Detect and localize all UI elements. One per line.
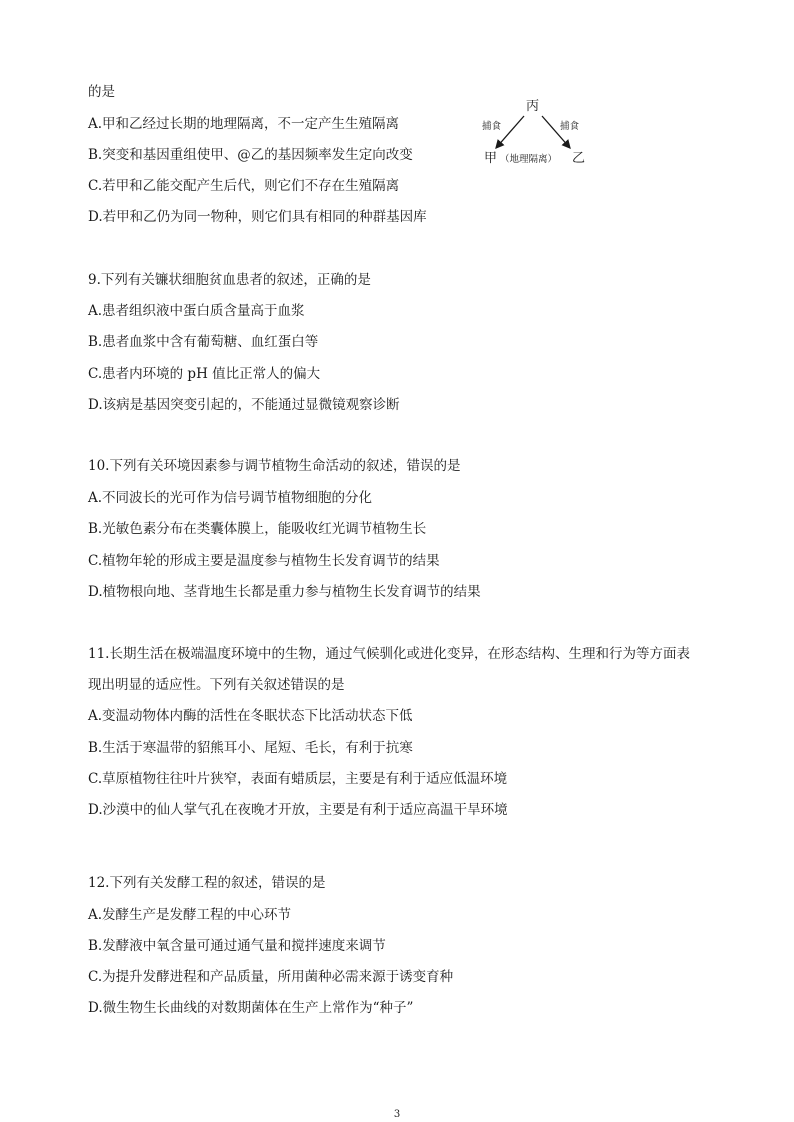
question-8-option-a: A.甲和乙经过长期的地理隔离，不一定产生生殖隔离 bbox=[88, 116, 400, 132]
question-12-stem: 12.下列有关发酵工程的叙述，错误的是 bbox=[88, 875, 326, 891]
question-10-option-d: D.植物根向地、茎背地生长都是重力参与植物生长发育调节的结果 bbox=[88, 584, 481, 600]
question-10-option-c: C.植物年轮的形成主要是温度参与植物生长发育调节的结果 bbox=[88, 553, 440, 569]
node-yi: 乙 bbox=[572, 151, 586, 166]
question-9-stem: 9.下列有关镰状细胞贫血患者的叙述，正确的是 bbox=[88, 272, 371, 288]
question-10-stem: 10.下列有关环境因素参与调节植物生命活动的叙述，错误的是 bbox=[88, 458, 461, 474]
question-11-option-c: C.草原植物往往叶片狭窄，表面有蜡质层，主要是有利于适应低温环境 bbox=[88, 771, 508, 787]
question-9-option-c: C.患者内环境的 pH 值比正常人的偏大 bbox=[88, 366, 321, 382]
question-12-option-a: A.发酵生产是发酵工程的中心环节 bbox=[88, 907, 292, 923]
right-arrow-label: 捕食 bbox=[560, 121, 580, 132]
left-arrow-label: 捕食 bbox=[482, 121, 502, 132]
question-9-option-d: D.该病是基因突变引起的，不能通过显微镜观察诊断 bbox=[88, 397, 400, 413]
question-11-stem: 11.长期生活在极端温度环境中的生物，通过气候驯化或进化变异，在形态结构、生理和行为等方面表 bbox=[88, 646, 690, 662]
question-8-option-d: D.若甲和乙仍为同一物种，则它们具有相同的种群基因库 bbox=[88, 209, 427, 225]
question-11-option-b: B.生活于寒温带的貂熊耳小、尾短、毛长，有利于抗寒 bbox=[88, 740, 413, 756]
question-12-option-b: B.发酵液中氧含量可通过通气量和搅拌速度来调节 bbox=[88, 938, 386, 954]
question-12-option-d: D.微生物生长曲线的对数期菌体在生产上常作为“种子” bbox=[88, 1000, 414, 1016]
geographic-isolation-label: （地理隔离） bbox=[500, 154, 558, 165]
question-10-option-b: B.光敏色素分布在类囊体膜上，能吸收红光调节植物生长 bbox=[88, 521, 427, 537]
question-8-option-c: C.若甲和乙能交配产生后代，则它们不存在生殖隔离 bbox=[88, 178, 400, 194]
question-8-option-b: B.突变和基因重组使甲、@乙的基因频率发生定向改变 bbox=[88, 147, 413, 163]
question-11-stem-cont: 现出明显的适应性。下列有关叙述错误的是 bbox=[88, 677, 345, 693]
node-jia: 甲 bbox=[484, 151, 498, 166]
question-9-option-b: B.患者血浆中含有葡萄糖、血红蛋白等 bbox=[88, 334, 319, 350]
question-10-option-a: A.不同波长的光可作为信号调节植物细胞的分化 bbox=[88, 490, 373, 506]
question-9-option-a: A.患者组织液中蛋白质含量高于血浆 bbox=[88, 303, 305, 319]
page-number: 3 bbox=[393, 1109, 401, 1120]
question-12-option-c: C.为提升发酵进程和产品质量，所用菌种必需来源于诱变育种 bbox=[88, 969, 454, 985]
predation-isolation-diagram bbox=[480, 100, 590, 170]
question-11-option-d: D.沙漠中的仙人掌气孔在夜晚才开放，主要是有利于适应高温干旱环境 bbox=[88, 802, 508, 818]
question-8-stem-end: 的是 bbox=[88, 84, 115, 100]
node-bing: 丙 bbox=[526, 99, 540, 114]
question-11-option-a: A.变温动物体内酶的活性在冬眠状态下比活动状态下低 bbox=[88, 708, 413, 724]
